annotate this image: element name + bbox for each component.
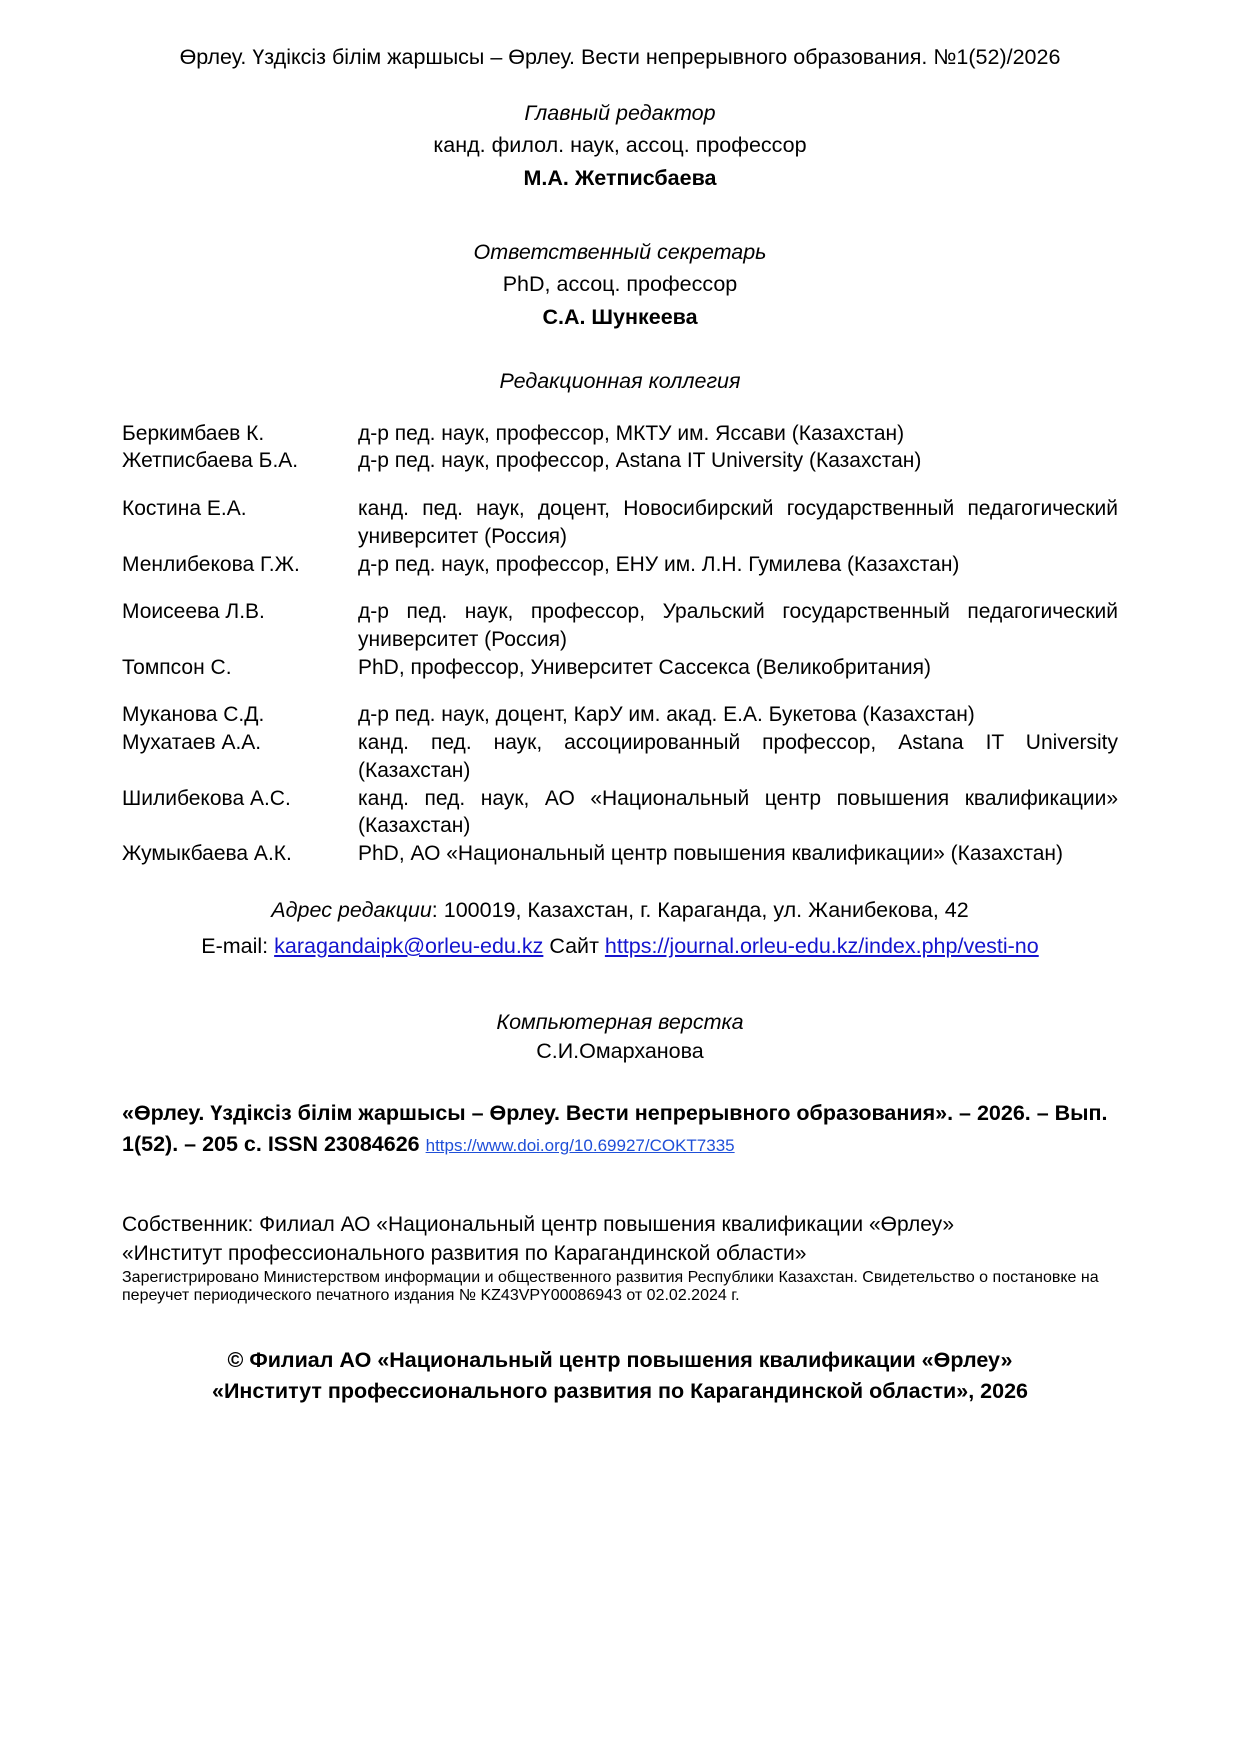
copyright-block: [122, 1345, 1118, 1407]
spacer: [122, 196, 1118, 230]
email-link[interactable]: karagandaipk@orleu-edu.kz: [274, 933, 544, 958]
board-member-name: Жумыкбаева А.К.: [122, 841, 292, 865]
owner-line-1: Собственник: Филиал АО «Национальный центр повышения квалификации «Өрлеу»: [122, 1213, 955, 1237]
board-member-name: Муканова С.Д.: [122, 703, 265, 727]
typesetting-label: Компьютерная верстка: [496, 1010, 744, 1035]
board-member-name: Костина Е.А.: [122, 497, 247, 521]
owner-block: [122, 1211, 1118, 1269]
editor-in-chief-name: М.А. Жетписбаева: [523, 166, 717, 191]
copyright-line-2: «Институт профессионального развития по Карагандинской области», 2026: [211, 1379, 1029, 1404]
board-member-affiliation: д-р пед. наук, профессор, МКТУ им. Яссави (Казахстан): [358, 421, 905, 445]
board-member-name: Беркимбаев К.: [122, 421, 265, 445]
board-member-affiliation: PhD, АО «Национальный центр повышения квалификации» (Казахстан): [358, 841, 1063, 865]
citation-text: «Өрлеу. Үздіксіз білім жаршысы – Өрлеу. Вести непрерывного образования». – 2026. – Вып. 1(52). – 205 с. ISSN 23084626: [122, 1101, 1108, 1156]
editor-in-chief-role: Главный редактор: [524, 100, 716, 125]
contact-line: [122, 930, 1118, 962]
editorial-address-label: Адрес редакции: [271, 897, 432, 922]
row-spacer: [122, 681, 1118, 701]
board-member-name: Шилибекова А.С.: [122, 786, 291, 810]
row-spacer: [122, 475, 1118, 495]
table-row: [122, 598, 1118, 653]
table-row: [122, 551, 1118, 579]
board-member-affiliation: канд. пед. наук, АО «Национальный центр повышения квалификации» (Казахстан): [358, 786, 1118, 838]
citation-block: [122, 1098, 1118, 1159]
board-member-name: Менлибекова Г.Ж.: [122, 552, 300, 576]
table-row: [122, 654, 1118, 682]
board-member-affiliation: д-р пед. наук, профессор, Astana IT University (Казахстан): [358, 449, 922, 473]
email-label: E-mail:: [201, 933, 275, 958]
executive-secretary-block: [122, 236, 1118, 335]
board-member-name: Мухатаев А.А.: [122, 731, 262, 755]
board-member-name: Моисеева Л.В.: [122, 600, 265, 624]
editorial-board-heading: Редакционная коллегия: [499, 368, 741, 393]
table-row: [122, 420, 1118, 448]
table-row: [122, 729, 1118, 784]
doi-link[interactable]: https://www.doi.org/10.69927/COKT7335: [425, 1135, 735, 1155]
site-label: Сайт: [543, 933, 605, 958]
running-head: Өрлеу. Үздіксіз білім жаршысы – Өрлеу. Вести непрерывного образования. №1(52)/2026: [179, 45, 1061, 69]
table-row: [122, 701, 1118, 729]
board-member-affiliation: д-р пед. наук, профессор, ЕНУ им. Л.Н. Гумилева (Казахстан): [358, 552, 960, 576]
copyright-line-1: © Филиал АО «Национальный центр повышения квалификации «Өрлеу»: [227, 1348, 1013, 1373]
board-member-affiliation: канд. пед. наук, доцент, Новосибирский государственный педагогический университет (Россия): [358, 497, 1118, 548]
editorial-address-value: : 100019, Казахстан, г. Караганда, ул. Жанибекова, 42: [431, 897, 969, 922]
row-spacer: [122, 578, 1118, 598]
executive-secretary-degree: PhD, ассоц. профессор: [502, 272, 738, 296]
editorial-board-table: [122, 420, 1118, 868]
registration-text: Зарегистрировано Министерством информации и общественного развития Республики Казахстан. Свидетельство о постановке на переучет периодического печатного издания № KZ43VPY00086943 от 02.02.2024 г.: [122, 1269, 1099, 1305]
typesetting-block: [122, 1008, 1118, 1066]
website-link[interactable]: https://journal.orleu-edu.kz/index.php/vesti-no: [604, 933, 1039, 958]
owner-line-2: «Институт профессионального развития по Карагандинской области»: [122, 1242, 807, 1266]
executive-secretary-role: Ответственный секретарь: [473, 239, 767, 264]
editor-in-chief-degree: канд. филол. наук, ассоц. профессор: [433, 133, 807, 158]
table-row: [122, 785, 1118, 840]
board-member-affiliation: д-р пед. наук, профессор, Уральский государственный педагогический университет (Россия): [358, 600, 1118, 651]
typesetting-name: С.И.Омарханова: [536, 1039, 704, 1064]
board-member-affiliation: PhD, профессор, Университет Сассекса (Великобритания): [358, 655, 931, 679]
table-row: [122, 495, 1118, 550]
board-member-name: Жетписбаева Б.А.: [122, 449, 299, 473]
board-member-name: Томпсон С.: [122, 655, 232, 679]
executive-secretary-name: С.А. Шункеева: [542, 305, 698, 330]
table-row: [122, 447, 1118, 475]
editor-in-chief-block: [122, 97, 1118, 196]
table-row: [122, 840, 1118, 868]
editorial-address: [122, 894, 1118, 926]
board-member-affiliation: канд. пед. наук, ассоциированный профессор, Astana IT University (Казахстан): [358, 731, 1118, 782]
board-member-affiliation: д-р пед. наук, доцент, КарУ им. акад. Е.А. Букетова (Казахстан): [358, 703, 975, 727]
